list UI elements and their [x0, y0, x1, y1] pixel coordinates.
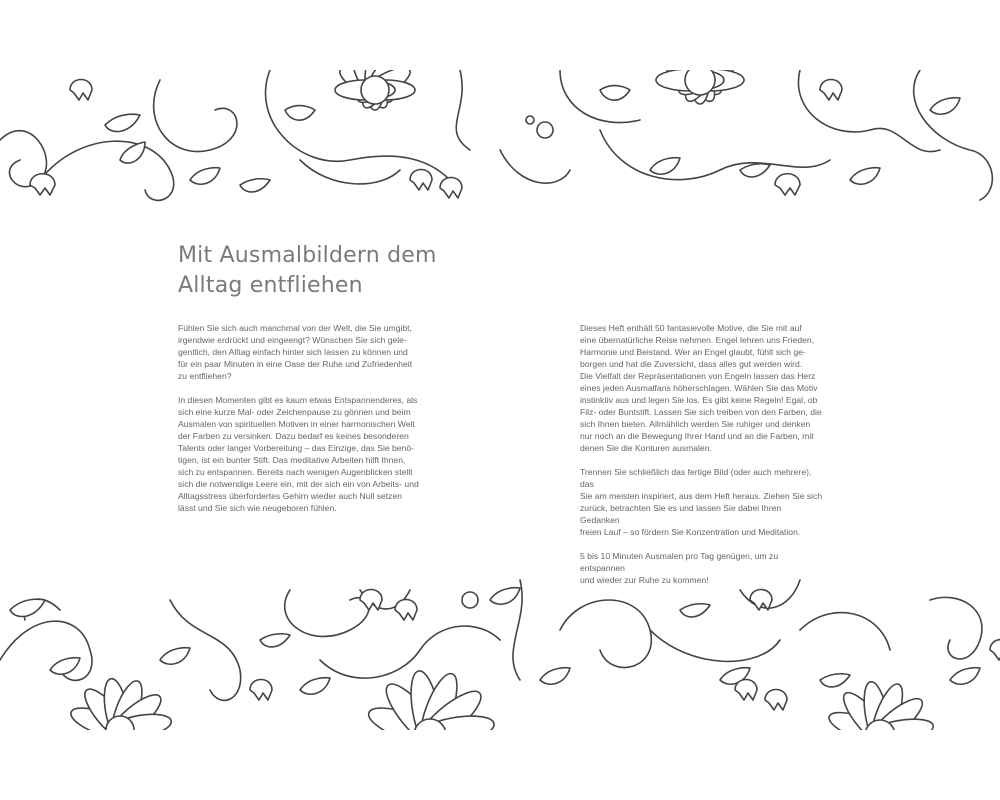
page-title [178, 241, 478, 301]
paragraph: Fühlen Sie sich auch manchmal von der Welt, die Sie umgibt, irgendwie erdrückt und eingeengt? Wünschen Sie sich gele- gentlich, den Alltag einfach hinter sich lassen zu können und für ein paar Minuten in eine Oase der Ruhe und Zufriedenheit zu entfliehen? [178, 323, 413, 381]
page-title-line1: Mit Ausmalbildern dem [178, 243, 437, 268]
paragraph: 5 bis 10 Minuten Ausmalen pro Tag genügen, um zu entspannen und wieder zur Ruhe zu kommen! [580, 551, 779, 585]
floral-border-top-icon [0, 70, 1000, 220]
left-text-column [178, 322, 421, 526]
page-title-line2: Alltag entfliehen [178, 273, 363, 298]
floral-border-bottom-icon [0, 570, 1000, 730]
paragraph: Dieses Heft enthält 50 fantasievolle Motive, die Sie mit auf eine übernatürliche Reise nehmen. Engel lehren uns Frieden, Harmonie und Beistand. Wer an Engel glaubt, fühlt sich ge- borgen und hat die Zuversicht, dass alles gut werden wird. Die Vielfalt der Repräsentationen von Engeln lassen das Herz eines jeden Ausmalfans höherschlagen. Wählen Sie das Motiv instinktiv aus und legen Sie los. Es gibt keine Regeln! Egal, ob Filz- oder Buntstift. Lassen Sie sich treiben von den Farben, die sich Ihnen bieten. Allmählich werden Sie ruhiger und denken nur noch an die Bewegung Ihrer Hand und an die Farben, mit denen Sie die Konturen ausmalen. [580, 323, 822, 453]
paragraph: In diesen Momenten gibt es kaum etwas Entspannenderes, als sich eine kurze Mal- oder Zeichenpause zu gönnen und beim Ausmalen von spirituellen Motiven in einer harmonischen Welt der Farben zu versinken. Dazu bedarf es keines besonderen Talents oder langer Vorbereitung – das Einzige, das Sie benö- tigen, ist ein bunter Stift. Das meditative Arbeiten hilft Ihnen, sich zu entspannen. Bereits nach wenigen Augenblicken stellt sich die notwendige Leere ein, mit der sich ein von Arbeits- und Alltagsstress überfordertes Gehirn wieder auch Null setzen lässt und Sie sich wie neugeboren fühlen. [178, 395, 419, 513]
paragraph: Trennen Sie schließlich das fertige Bild (oder auch mehrere), das Sie am meisten inspiriert, aus dem Heft heraus. Ziehen Sie sich zurück, betrachten Sie es und lassen Sie dabei Ihren Gedanken freien Lauf – so fördern Sie Konzentration und Meditation. [580, 467, 823, 537]
right-text-column [580, 322, 823, 598]
